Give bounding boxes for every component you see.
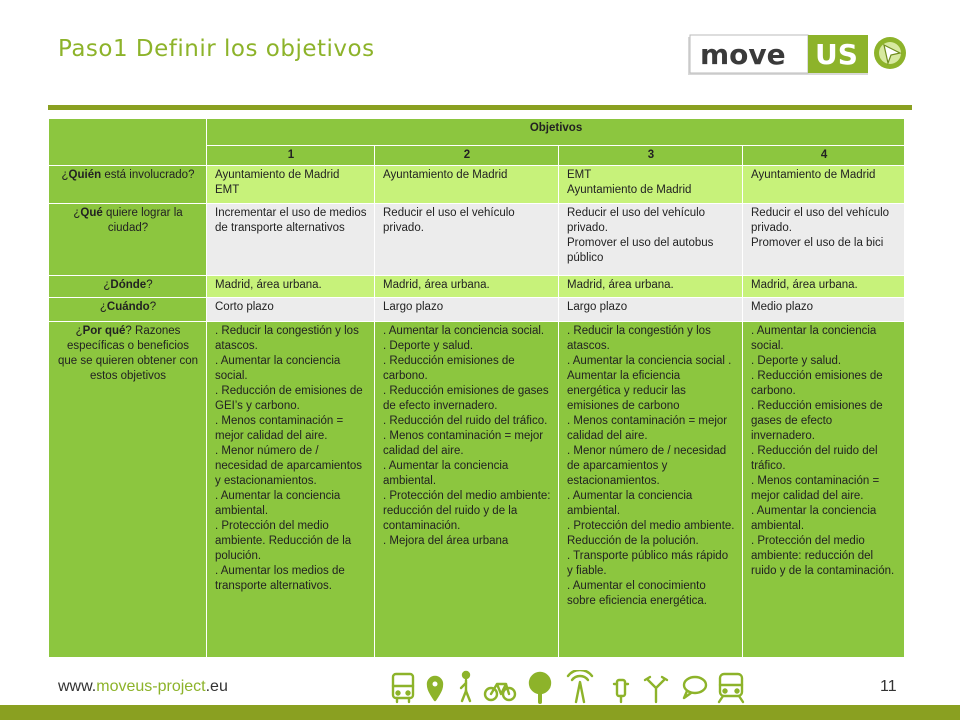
row-header: ¿Cuándo? (49, 298, 207, 322)
table-cell: . Aumentar la conciencia social. . Deporte y salud. . Reducción emisiones de carbono. . Reducción emisiones de gases de efecto invernadero. . Reducción del ruido del tráfico. . Menos contaminación = mejor calidad del aire. . Aumentar la conciencia ambiental. . Protección del medio ambiente: reducción del ruido y de la contaminación. . Mejora del área urbana (375, 322, 559, 658)
page-number: 11 (880, 678, 897, 695)
road-sign-icon (645, 677, 667, 702)
table-corner-cell (49, 119, 207, 166)
tree-icon (530, 673, 550, 702)
footer-icon-strip (390, 670, 750, 704)
table-cell: EMT Ayuntamiento de Madrid (559, 166, 743, 204)
table-cell: . Reducir la congestión y los atascos. . Aumentar la conciencia social . Aumentar la eficiencia energética y reducir las emisiones de carbono . Menos contaminación = mejor calidad del aire. . Menor número de / necesidad de aparcamientos y estacionamientos. . Aumentar la conciencia ambiental. . Protección del medio ambiente. Reducción de la polución. . Transporte público más rápido y fiable. . Aumentar el conocimiento sobre eficiencia energética. (559, 322, 743, 658)
table-row (49, 204, 905, 276)
walking-person-icon (461, 672, 470, 701)
row-header: ¿Dónde? (49, 276, 207, 298)
speech-bubble-icon (684, 677, 706, 698)
row-header: ¿Por qué? Razones específicas o beneficios que se quieren obtener con estos objetivos (49, 322, 207, 658)
table-cell: . Aumentar la conciencia social. . Deporte y salud. . Reducción emisiones de carbono. . Reducción emisiones de gases de efecto invernadero. . Reducción del ruido del tráfico. . Menos contaminación = mejor calidad del aire. . Aumentar la conciencia ambiental. . Protección del medio ambiente: reducción del ruido y de la contaminación. (743, 322, 905, 658)
traffic-light-icon (614, 680, 628, 702)
page-title: Paso1 Definir los objetivos (58, 36, 375, 62)
table-cell: Madrid, área urbana. (207, 276, 375, 298)
footer-url[interactable]: www.moveus-project.eu (58, 678, 228, 695)
signal-tower-icon (568, 670, 592, 702)
table-cell: Reducir el uso del vehículo privado. Promover el uso del autobus público (559, 204, 743, 276)
table-cell: Ayuntamiento de Madrid (375, 166, 559, 204)
table-row (49, 322, 905, 658)
bus-icon (393, 674, 413, 702)
table-cell: Incrementar el uso de medios de transporte alternativos (207, 204, 375, 276)
header-divider (48, 105, 912, 110)
moveus-logo (688, 33, 912, 77)
table-cell: Reducir el uso del vehículo privado. Promover el uso de la bici (743, 204, 905, 276)
train-icon (719, 674, 743, 702)
column-header-4: 4 (743, 146, 905, 166)
table-row (49, 166, 905, 204)
table-cell: Reducir el uso el vehículo privado. (375, 204, 559, 276)
objectives-table (48, 118, 905, 658)
column-header-1: 1 (207, 146, 375, 166)
table-cell: Ayuntamiento de Madrid (743, 166, 905, 204)
bicycle-icon (485, 684, 515, 700)
table-row (49, 276, 905, 298)
table-cell: Madrid, área urbana. (375, 276, 559, 298)
table-cell: Madrid, área urbana. (559, 276, 743, 298)
footer-bar (0, 705, 960, 720)
table-cell: Madrid, área urbana. (743, 276, 905, 298)
table-cell: Largo plazo (559, 298, 743, 322)
column-header-2: 2 (375, 146, 559, 166)
row-header: ¿Qué quiere lograr la ciudad? (49, 204, 207, 276)
objectives-header: Objetivos (207, 119, 905, 146)
svg-text:US: US (815, 38, 858, 71)
table-cell: Corto plazo (207, 298, 375, 322)
table-row (49, 298, 905, 322)
column-header-3: 3 (559, 146, 743, 166)
table-cell: Ayuntamiento de Madrid EMT (207, 166, 375, 204)
location-pin-icon (428, 677, 442, 700)
row-header: ¿Quién está involucrado? (49, 166, 207, 204)
table-cell: . Reducir la congestión y los atascos. . Aumentar la conciencia social. . Reducción de emisiones de GEI’s y carbono. . Menos contaminación = mejor calidad del aire. . Menor número de / necesidad de aparcamientos y estacionamientos. . Aumentar la conciencia ambiental. . Protección del medio ambiente. Reducción de la polución. . Aumentar los medios de transporte alternativos. (207, 322, 375, 658)
table-cell: Largo plazo (375, 298, 559, 322)
svg-text:move: move (700, 38, 786, 71)
table-cell: Medio plazo (743, 298, 905, 322)
